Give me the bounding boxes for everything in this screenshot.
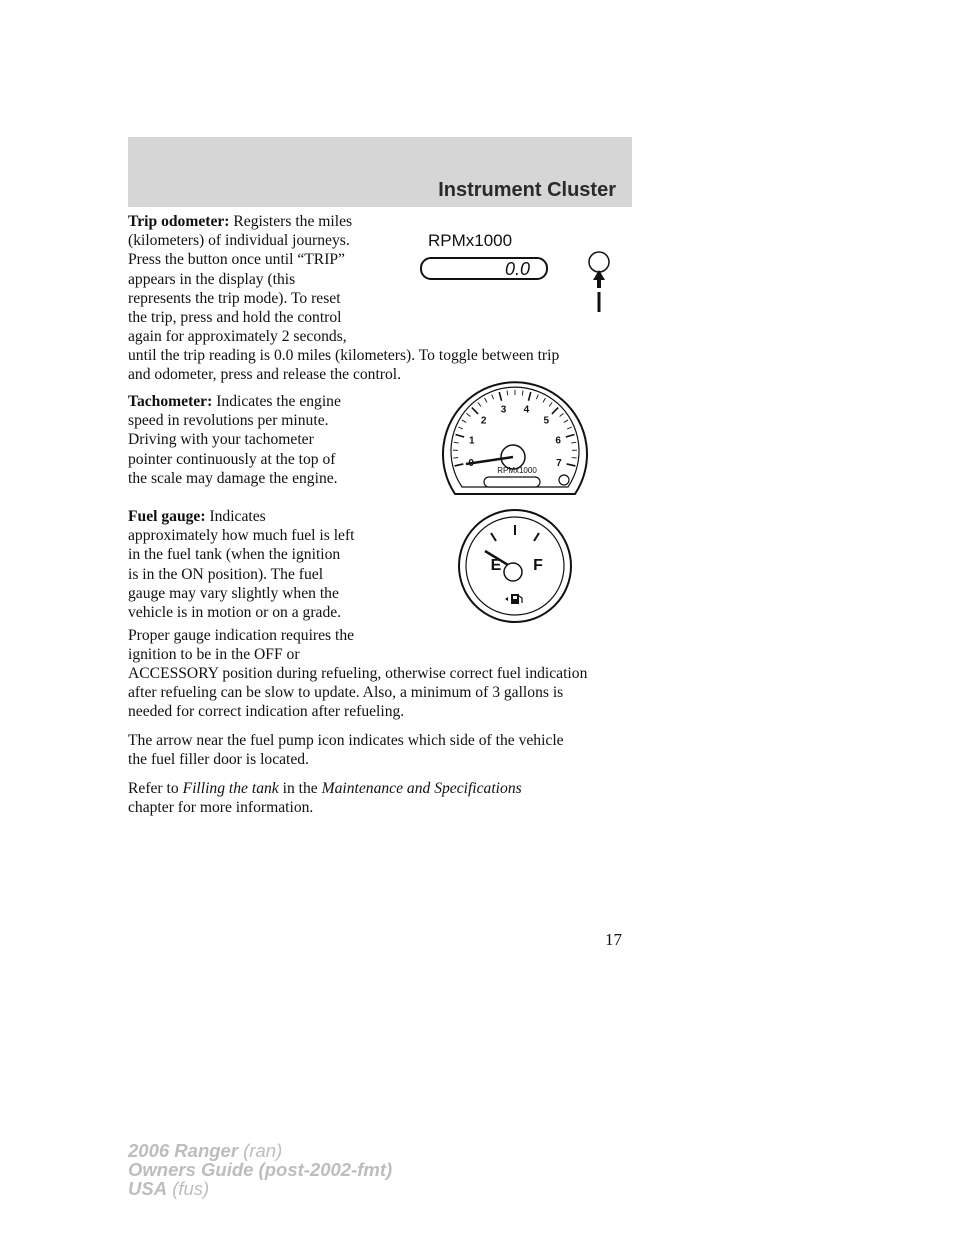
tachometer-display [484, 477, 540, 487]
trip-reset-button[interactable] [589, 252, 609, 272]
odometer-display-value: 0.0 [504, 259, 530, 279]
fuel-indication-continuation: ACCESSORY position during refueling, otherwise correct fuel indication after refueling can be slow to update. Also, a minimum of 3 gallons is needed for correct indication after refueling. [128, 665, 588, 721]
tachometer-term: Tachometer: [128, 393, 213, 410]
fuel-gauge-term: Fuel gauge: [128, 508, 206, 525]
tachometer-button[interactable] [559, 475, 569, 485]
refer-paragraph: Refer to Filling the tank in the Maintenance and Specifications chapter for more information. [128, 780, 522, 817]
tachometer-scale-label: 7 [556, 458, 562, 470]
tachometer-minor-tick [507, 391, 508, 396]
section-header-band [128, 137, 632, 207]
tachometer-scale-label: 4 [523, 404, 530, 416]
tachometer-unit-label: RPMx1000 [497, 466, 537, 475]
trip-odometer-figure [410, 226, 620, 318]
fuel-gauge-paragraph: Fuel gauge: Indicates approximately how much fuel is left in the fuel tank (when the ignition is in the ON position). The fuel gauge may vary slightly when the vehicle is in motion or on a grade. [128, 508, 355, 622]
chapter-reference: Maintenance and Specifications [321, 780, 522, 797]
fuel-arrow-paragraph: The arrow near the fuel pump icon indicates which side of the vehicle the fuel filler door is located. [128, 732, 564, 769]
trip-odometer-paragraph: Trip odometer: Registers the miles (kilometers) of individual journeys. Press the button once until “TRIP” appears in the display (this represents the trip mode). To reset the trip, press and hold the control again for approximately 2 seconds, [128, 213, 353, 346]
tachometer-figure [440, 374, 590, 498]
tachometer-minor-tick [522, 391, 523, 396]
trip-odometer-term: Trip odometer: [128, 213, 230, 230]
tachometer-scale-label: 1 [469, 435, 475, 447]
fuel-indication-paragraph: Proper gauge indication requires the ignition to be in the OFF or [128, 627, 355, 664]
tachometer-scale-label: 3 [500, 404, 507, 416]
document-footer: 2006 Ranger (ran) Owners Guide (post-2002-fmt) USA (fus) [128, 1140, 393, 1199]
tachometer-paragraph: Tachometer: Indicates the engine speed in revolutions per minute. Driving with your tachometer pointer continuously at the top of the scale may damage the engine. [128, 393, 341, 487]
page-number: 17 [605, 930, 622, 949]
section-title: Instrument Cluster [438, 179, 616, 201]
odometer-unit-label: RPMx1000 [428, 231, 513, 250]
fuel-full-label: F [533, 557, 543, 574]
fuel-gauge-figure [455, 506, 575, 628]
tachometer-scale-label: 6 [555, 435, 561, 447]
fuel-gauge-hub [504, 563, 522, 581]
tachometer-scale-label: 2 [480, 415, 487, 427]
fuel-empty-label: E [490, 557, 502, 574]
tachometer-scale-label: 5 [543, 415, 550, 427]
arrow-up-icon [593, 270, 605, 288]
filling-the-tank-reference: Filling the tank [182, 780, 279, 797]
trip-odometer-continuation: until the trip reading is 0.0 miles (kilometers). To toggle between trip and odometer, press and release the control. [128, 347, 560, 384]
